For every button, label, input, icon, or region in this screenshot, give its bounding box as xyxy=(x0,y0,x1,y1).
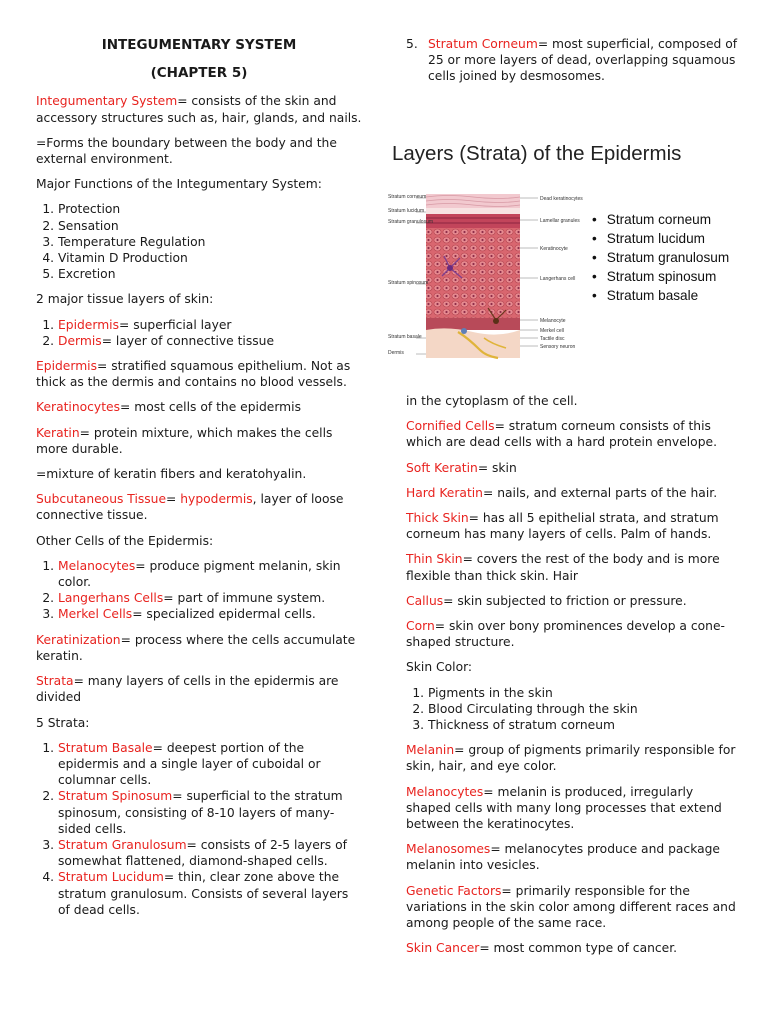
strata-definition: Strata= many layers of cells in the epidermis are divided xyxy=(36,674,339,705)
list-item: • Stratum lucidum xyxy=(592,229,729,248)
svg-text:Merkel cell: Merkel cell xyxy=(540,328,564,334)
list-item: 1. Pigments in the skin xyxy=(428,685,742,701)
cytoplasm-text: in the cytoplasm of the cell. xyxy=(406,394,578,408)
hard-keratin-definition: Hard Keratin= nails, and external parts of the hair. xyxy=(406,485,718,500)
epidermis-definition: Epidermis= stratified squamous epithelium. Not as thick as the dermis and contains no blood vessels. xyxy=(36,359,351,390)
soft-keratin-definition: Soft Keratin= skin xyxy=(406,460,517,475)
list-item: 1. Stratum Basale= deepest portion of the epidermis and a single layer of cuboidal or columnar cells. xyxy=(58,740,362,789)
left-column xyxy=(36,0,362,918)
list-item: 3. Stratum Granulosum= consists of 2-5 layers of somewhat flattened, diamond-shaped cells. xyxy=(58,837,362,869)
page-subtitle: (CHAPTER 5) xyxy=(150,65,248,82)
callus-definition: Callus= skin subjected to friction or pressure. xyxy=(406,593,687,608)
five-strata-heading: 5 Strata: xyxy=(36,715,90,730)
keratinization-definition: Keratinization= process where the cells accumulate keratin. xyxy=(36,632,356,663)
tissue-heading: 2 major tissue layers of skin: xyxy=(36,292,214,307)
svg-text:Tactile disc: Tactile disc xyxy=(540,336,565,342)
thin-skin-definition: Thin Skin= covers the rest of the body and is more flexible than thick skin. Hair xyxy=(406,552,720,583)
svg-text:Dead keratinocytes: Dead keratinocytes xyxy=(540,196,583,202)
list-item: 2. Langerhans Cells= part of immune system. xyxy=(58,590,362,606)
stratum-corneum-item: 5. Stratum Corneum= most superficial, composed of 25 or more layers of dead, overlapping squamous cells joined by desmosomes. xyxy=(406,37,738,84)
list-item: 1. Epidermis= superficial layer xyxy=(58,317,362,333)
list-item: 2. Blood Circulating through the skin xyxy=(428,701,742,717)
melanosomes-definition: Melanosomes= melanocytes produce and package melanin into vesicles. xyxy=(406,842,720,873)
other-cells-heading: Other Cells of the Epidermis: xyxy=(36,533,214,548)
svg-text:Stratum lucidum: Stratum lucidum xyxy=(388,208,425,214)
list-item: • Stratum spinosum xyxy=(592,267,729,286)
list-item: 4. Stratum Lucidum= thin, clear zone above the stratum granulosum. Consists of several layers of dead cells. xyxy=(58,869,362,918)
epidermis-figure xyxy=(380,140,768,386)
genetic-factors-definition: Genetic Factors= primarily responsible for the variations in the skin color among different races and among people of the same race. xyxy=(406,883,736,931)
skin-color-list xyxy=(406,685,742,734)
cornified-definition: Cornified Cells= stratum corneum consists of this which are dead cells with a hard protein envelope. xyxy=(406,419,717,450)
other-cells-list xyxy=(36,558,362,623)
figure-title: Layers (Strata) of the Epidermis xyxy=(392,142,682,165)
list-item: 2. Sensation xyxy=(58,218,362,234)
keratin-mixture: =mixture of keratin fibers and keratohyalin. xyxy=(36,467,307,482)
keratinocytes-definition: Keratinocytes= most cells of the epidermis xyxy=(36,400,301,415)
keratin-definition: Keratin= protein mixture, which makes the cells more durable. xyxy=(36,425,333,456)
boundary-text: =Forms the boundary between the body and the external environment. xyxy=(36,135,337,167)
list-item: • Stratum basale xyxy=(592,286,729,305)
page-title: INTEGUMENTARY SYSTEM xyxy=(101,37,297,53)
list-item: • Stratum granulosum xyxy=(592,248,729,267)
melanin-definition: Melanin= group of pigments primarily responsible for skin, hair, and eye color. xyxy=(406,743,736,774)
list-item: 2. Stratum Spinosum= superficial to the stratum spinosum, consisting of 8-10 layers of many-sided cells. xyxy=(58,788,362,837)
strata-bullet-list xyxy=(592,210,729,305)
right-column-top xyxy=(406,36,742,85)
list-item: 1. Melanocytes= produce pigment melanin, skin color. xyxy=(58,558,362,590)
svg-text:Dermis: Dermis xyxy=(388,350,404,356)
tissue-list xyxy=(36,317,362,349)
list-item: 1. Protection xyxy=(58,201,362,217)
svg-text:Stratum basale: Stratum basale xyxy=(388,334,422,340)
svg-text:Melanocyte: Melanocyte xyxy=(540,318,566,324)
list-item: 3. Thickness of stratum corneum xyxy=(428,717,742,733)
skin-cancer-definition: Skin Cancer= most common type of cancer. xyxy=(406,941,678,956)
functions-heading: Major Functions of the Integumentary System: xyxy=(36,177,322,192)
svg-text:Stratum granulosum: Stratum granulosum xyxy=(388,219,434,225)
functions-list xyxy=(36,201,362,282)
svg-text:Keratinocyte: Keratinocyte xyxy=(540,246,568,252)
intro-definition: Integumentary System= consists of the skin and accessory structures such as, hair, glands, and nails. xyxy=(36,94,362,125)
epidermis-illustration xyxy=(388,188,588,364)
list-item: 5. Excretion xyxy=(58,266,362,282)
corn-definition: Corn= skin over bony prominences develop a cone-shaped structure. xyxy=(406,619,725,650)
right-labels xyxy=(540,196,583,350)
skin-color-heading: Skin Color: xyxy=(406,660,473,675)
list-item: 2. Dermis= layer of connective tissue xyxy=(58,333,362,349)
svg-text:Lamellar granules: Lamellar granules xyxy=(540,218,580,224)
melanocytes-definition: Melanocytes= melanin is produced, irregularly shaped cells with many long processes that extend between the keratinocytes. xyxy=(406,784,722,832)
svg-text:Stratum spinosum: Stratum spinosum xyxy=(388,280,429,286)
list-item: 3. Temperature Regulation xyxy=(58,234,362,250)
svg-text:Langerhans cell: Langerhans cell xyxy=(540,276,576,282)
svg-text:Sensory neuron: Sensory neuron xyxy=(540,344,576,350)
svg-text:Stratum corneum: Stratum corneum xyxy=(388,194,427,200)
list-item: 3. Merkel Cells= specialized epidermal cells. xyxy=(58,606,362,622)
subcutaneous-definition: Subcutaneous Tissue= hypodermis, layer of loose connective tissue. xyxy=(36,492,344,523)
list-item: • Stratum corneum xyxy=(592,210,729,229)
list-item: 4. Vitamin D Production xyxy=(58,250,362,266)
thick-skin-definition: Thick Skin= has all 5 epithelial strata, and stratum corneum has many layers of cells. Palm of hands. xyxy=(406,511,719,542)
right-column-bottom xyxy=(406,393,742,956)
five-strata-list xyxy=(36,740,362,918)
